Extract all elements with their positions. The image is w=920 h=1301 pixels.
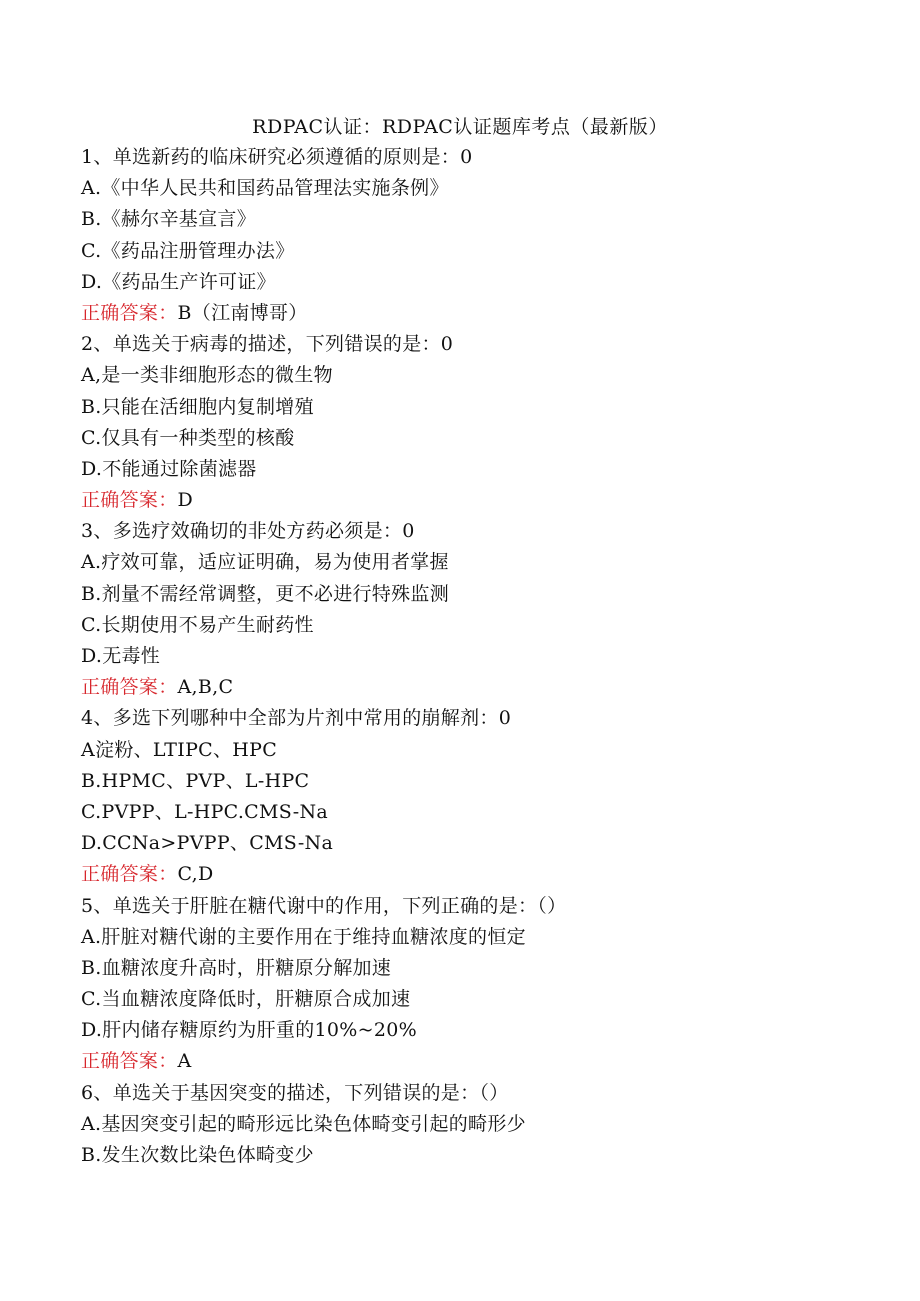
option-a: A.肝脏对糖代谢的主要作用在于维持血糖浓度的恒定 [81, 925, 526, 948]
answer-value: B（江南博哥） [177, 301, 308, 324]
question-stem: 6、单选关于基因突变的描述，下列错误的是：（） [81, 1081, 509, 1104]
question-stem: 5、单选关于肝脏在糖代谢中的作用，下列正确的是：（） [81, 894, 567, 917]
option-b: B.只能在活细胞内复制增殖 [81, 395, 314, 418]
option-c: C.《药品注册管理办法》 [81, 239, 295, 262]
option-a: A.《中华人民共和国药品管理法实施条例》 [81, 177, 449, 200]
answer-line [81, 1046, 881, 1077]
answer-value: D [177, 489, 194, 512]
document-title: RDPAC认证：RDPAC认证题库考点（最新版） [252, 116, 668, 138]
option-a: A淀粉、LTIPC、HPC [81, 738, 278, 761]
question-5 [81, 891, 881, 1078]
answer-line [81, 859, 881, 890]
answer-value: A [177, 1050, 192, 1073]
option-b: B.血糖浓度升高时，肝糖原分解加速 [81, 956, 392, 979]
option-d: D.CCNa>PVPP、CMS-Na [81, 832, 334, 855]
option-d: D.肝内储存糖原约为肝重的10%~20% [81, 1019, 417, 1042]
question-list [81, 142, 881, 1171]
question-6 [81, 1078, 881, 1172]
answer-value: A,B,C [177, 676, 234, 699]
answer-label: 正确答案： [81, 1050, 178, 1073]
question-3 [81, 516, 881, 703]
question-4 [81, 703, 881, 890]
answer-label: 正确答案： [81, 676, 178, 699]
question-stem: 4、多选下列哪种中全部为片剂中常用的崩解剂：0 [81, 707, 512, 730]
option-b: B.HPMC、PVP、L-HPC [81, 769, 310, 792]
question-stem: 3、多选疗效确切的非处方药必须是：0 [81, 520, 415, 543]
option-a: A,是一类非细胞形态的微生物 [81, 364, 333, 387]
option-b: B.发生次数比染色体畸变少 [81, 1144, 314, 1166]
answer-line [81, 672, 881, 703]
option-c: C.仅具有一种类型的核酸 [81, 426, 295, 449]
option-a: A.基因突变引起的畸形远比染色体畸变引起的畸形少 [81, 1112, 526, 1135]
option-b: B.剂量不需经常调整，更不必进行特殊监测 [81, 582, 450, 605]
option-d: D.不能通过除菌滤器 [81, 457, 257, 480]
option-c: C.PVPP、L-HPC.CMS-Na [81, 800, 329, 823]
question-stem: 2、单选关于病毒的描述，下列错误的是：0 [81, 333, 454, 356]
answer-line [81, 298, 881, 329]
question-2 [81, 329, 881, 516]
answer-line [81, 485, 881, 516]
option-c: C.当血糖浓度降低时，肝糖原合成加速 [81, 988, 411, 1011]
option-d: D.无毒性 [81, 645, 161, 667]
answer-value: C,D [177, 863, 214, 886]
question-1 [81, 142, 881, 329]
answer-label: 正确答案： [81, 863, 178, 886]
answer-label: 正确答案： [81, 301, 178, 324]
option-a: A.疗效可靠，适应证明确，易为使用者掌握 [81, 551, 449, 574]
question-stem: 1、单选新药的临床研究必须遵循的原则是：0 [81, 146, 473, 168]
option-d: D.《药品生产许可证》 [81, 270, 276, 293]
answer-label: 正确答案： [81, 489, 178, 512]
option-b: B.《赫尔辛基宣言》 [81, 208, 257, 231]
option-c: C.长期使用不易产生耐药性 [81, 613, 314, 636]
